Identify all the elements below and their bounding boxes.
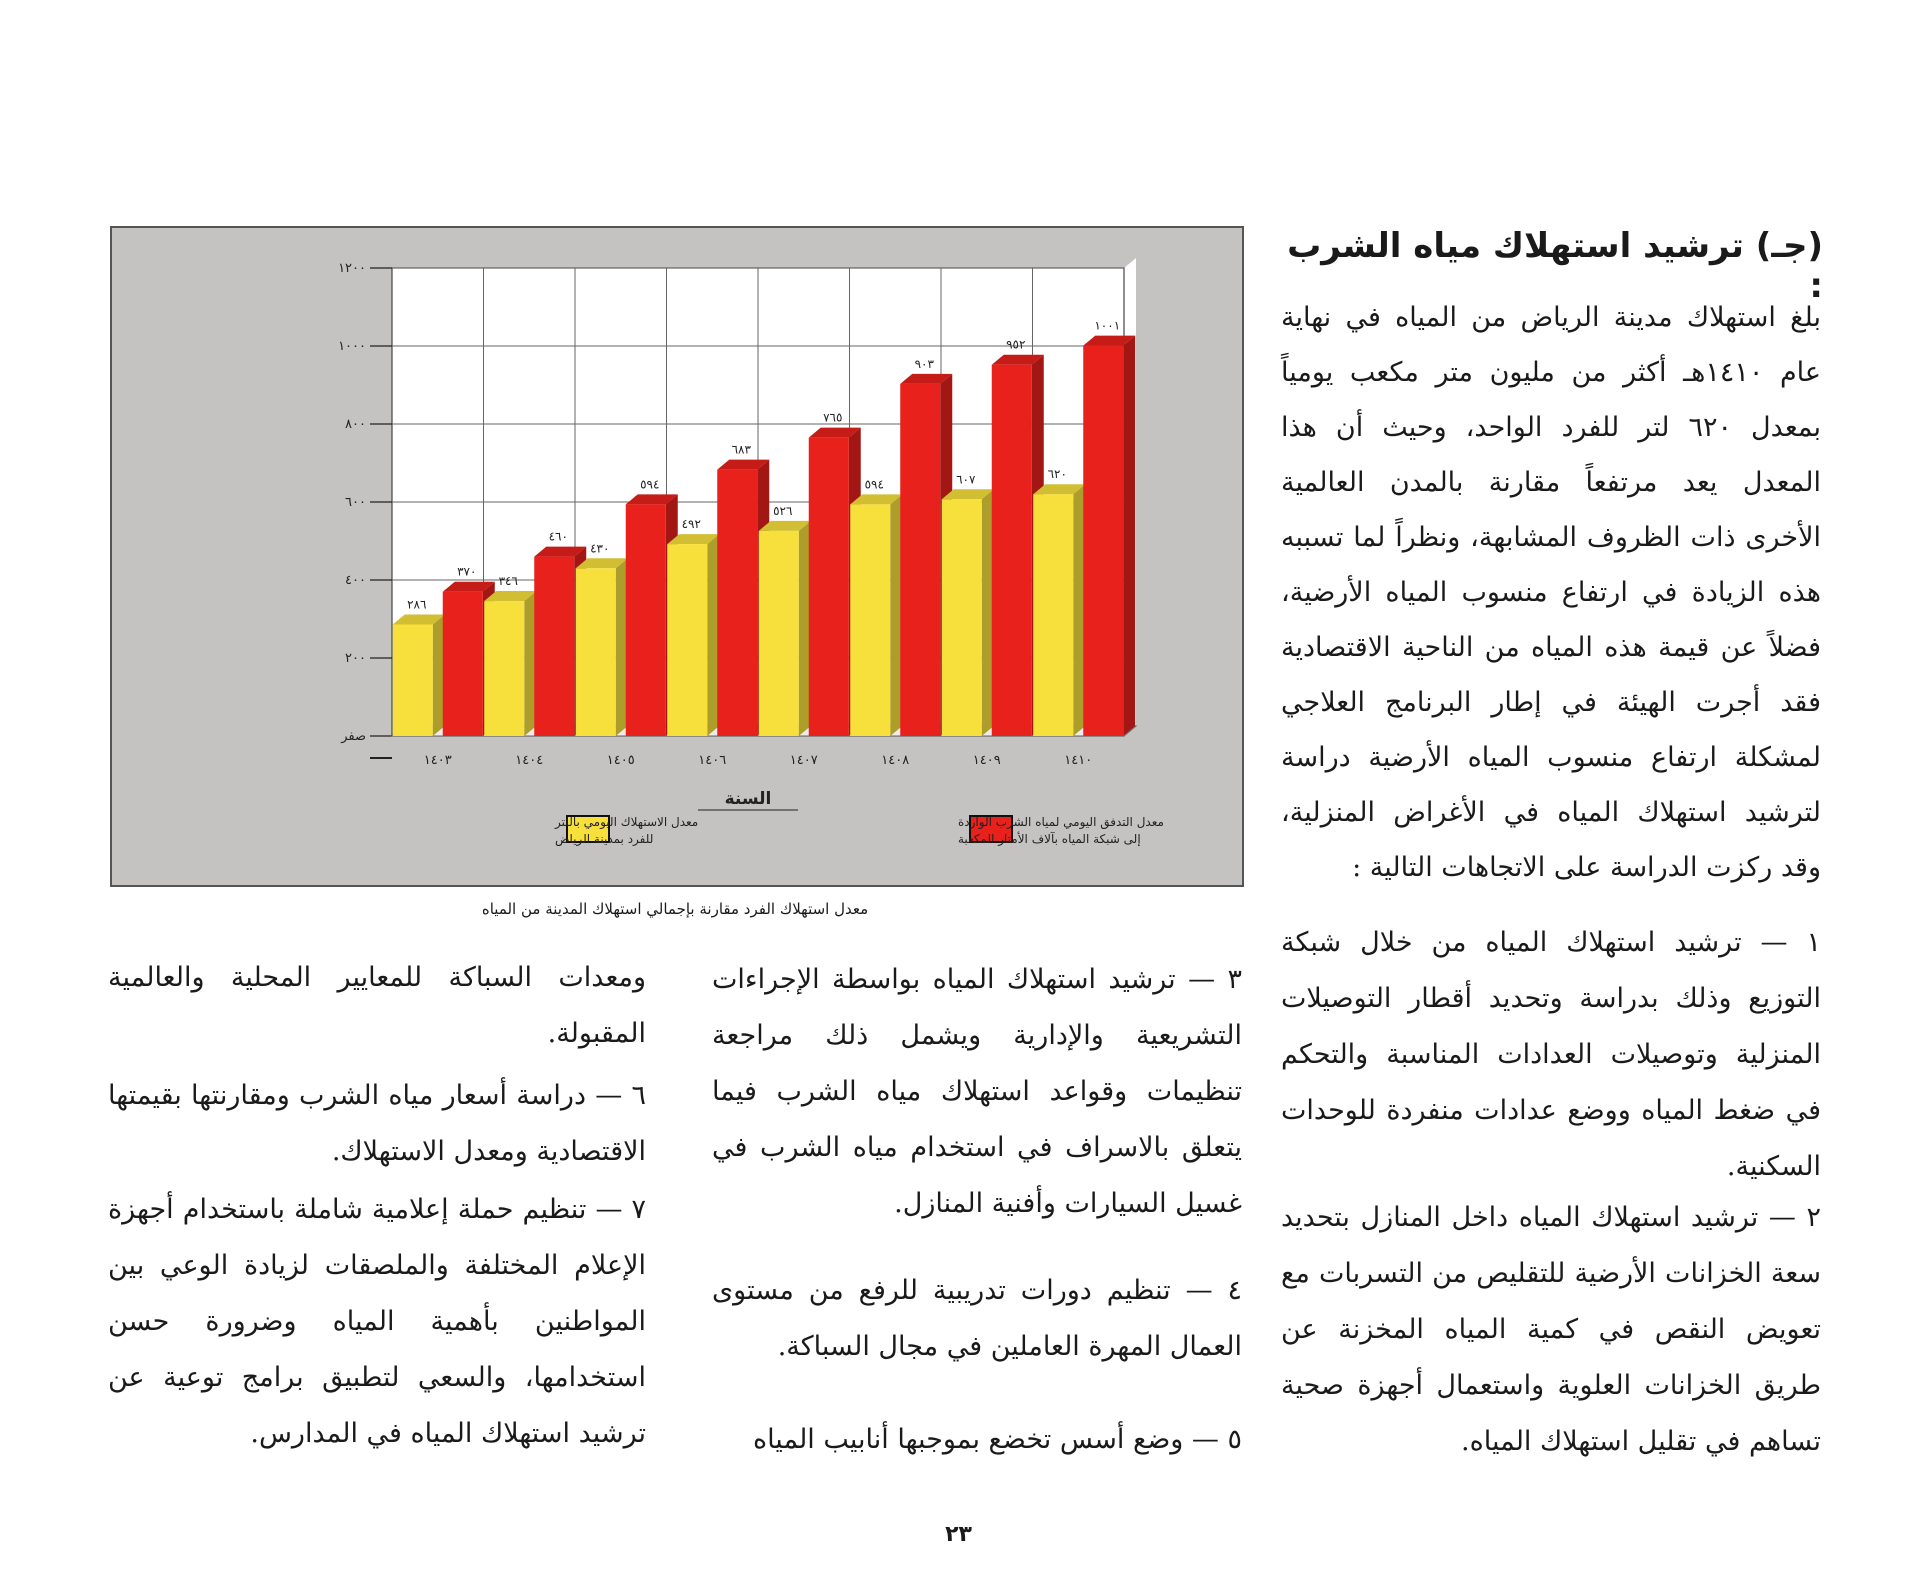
list-item-4	[712, 1263, 1242, 1375]
red-bar	[717, 470, 757, 736]
list-item-7	[108, 1182, 646, 1462]
red-bar-label: ٥٩٤	[640, 477, 660, 492]
yellow-bar	[850, 504, 890, 736]
yellow-bar	[1033, 494, 1073, 736]
red-bar-label: ٧٦٥	[823, 410, 843, 425]
yellow-bar	[576, 568, 616, 736]
red-bar-side	[1123, 336, 1135, 736]
yellow-bar-label: ٦٢٠	[1047, 467, 1067, 482]
x-tick-label: ١٤١٠	[1064, 753, 1093, 768]
list-item-5-continued	[108, 950, 646, 1062]
red-bar-label: ٤٦٠	[548, 529, 568, 544]
chart-caption: معدل استهلاك الفرد مقارنة بإجمالي استهلاك المدينة من المياه	[481, 900, 869, 918]
yellow-bar-label: ٥٩٤	[864, 477, 884, 492]
list-item-5-continued-text: ومعدات السباكة للمعايير المحلية والعالمية المقبولة.	[108, 962, 646, 1049]
yellow-bar	[484, 601, 524, 736]
red-bar-label: ٣٧٠	[457, 564, 477, 579]
red-bar-label: ١٠٠١	[1094, 318, 1121, 333]
list-item-5	[712, 1412, 1242, 1468]
yellow-bar-label: ٢٨٦	[407, 597, 427, 612]
list-item-6	[108, 1068, 646, 1180]
red-bar	[809, 438, 849, 736]
red-bar-label: ٩٠٣	[914, 356, 934, 371]
red-bar	[626, 504, 666, 736]
y-tick-label: صفر	[341, 729, 366, 744]
intro-paragraph: بلغ استهلاك مدينة الرياض من المياه في نهاية عام ١٤١٠هـ أكثر من مليون متر مكعب يومياً بمعدل ٦٢٠ لتر للفرد الواحد، وحيث أن هذا المعدل يعد مرتفعاً مقارنة بالمدن العالمية الأخرى ذات الظروف المشابهة، ونظراً لما تسببه هذه الزيادة في ارتفاع منسوب المياه الأرضية، فضلاً عن قيمة هذه المياه من الناحية الاقتصادية فقد أجرت الهيئة في إطار البرنامج العلاجي لمشكلة ارتفاع منسوب المياه الأرضية دراسة لترشيد استهلاك المياه في الأغراض المنزلية، وقد ركزت الدراسة على الاتجاهات التالية :	[1281, 302, 1821, 883]
page-number: ٢٣	[945, 1522, 972, 1547]
red-bar-label: ٩٥٢	[1006, 337, 1026, 352]
list-item-2	[1281, 1190, 1821, 1470]
list-item-1	[1281, 915, 1821, 1195]
list-item-1-text: ١ — ترشيد استهلاك المياه من خلال شبكة التوزيع وذلك بدراسة وتحديد أقطار التوصيلات المنزلية وتوصيلات العدادات المناسبة والتحكم في ضغط المياه ووضع عدادات منفردة للوحدات السكنية.	[1281, 927, 1821, 1182]
y-tick-label: ٨٠٠	[345, 417, 366, 432]
y-tick-label: ٤٠٠	[345, 573, 366, 588]
x-tick-label: ١٤٠٦	[698, 753, 727, 768]
x-tick-label: ١٤٠٧	[789, 753, 818, 768]
yellow-bar-label: ٤٣٠	[590, 541, 610, 556]
chart-panel	[110, 226, 1244, 887]
x-tick-label: ١٤٠٩	[972, 753, 1001, 768]
red-bar	[900, 384, 940, 736]
y-tick-label: ١٢٠٠	[338, 261, 366, 276]
section-heading: (جـ) ترشيد استهلاك مياه الشرب :	[1287, 226, 1823, 306]
list-item-4-text: ٤ — تنظيم دورات تدريبية للرفع من مستوى العمال المهرة العاملين في مجال السباكة.	[712, 1275, 1242, 1362]
y-tick-label: ٦٠٠	[345, 495, 366, 510]
yellow-bar	[942, 499, 982, 736]
legend-yellow-label: معدل الاستهلاك اليومي باللتر للفرد بمدينة الرياض	[555, 815, 699, 846]
bar-chart	[112, 228, 1242, 885]
x-axis-title: السنة	[724, 789, 772, 809]
legend-red-label: معدل التدفق اليومي لمياه الشرب الواردة إلى شبكة المياه بآلاف الأمتار المكعبة	[958, 815, 1164, 846]
y-tick-label: ٢٠٠	[345, 651, 366, 666]
y-tick-label: ١٠٠٠	[338, 339, 366, 354]
red-bar	[992, 365, 1032, 736]
x-tick-label: ١٤٠٥	[606, 753, 635, 768]
red-bar	[443, 592, 483, 736]
yellow-bar	[393, 624, 433, 736]
yellow-bar	[759, 531, 799, 736]
yellow-bar-label: ٤٩٢	[681, 517, 701, 532]
x-tick-label: ١٤٠٨	[881, 753, 910, 768]
yellow-bar-label: ٣٤٦	[498, 574, 518, 589]
list-item-3	[712, 952, 1242, 1232]
yellow-bar	[667, 544, 707, 736]
list-item-5-text: ٥ — وضع أسس تخضع بموجبها أنابيب المياه	[752, 1424, 1242, 1455]
list-item-2-text: ٢ — ترشيد استهلاك المياه داخل المنازل بتحديد سعة الخزانات الأرضية للتقليص من التسربات مع تعويض النقص في كمية المياه المخزنة عن طريق الخزانات العلوية واستعمال أجهزة صحية تساهم في تقليل استهلاك المياه.	[1281, 1202, 1821, 1457]
red-bar-label: ٦٨٣	[731, 442, 751, 457]
red-bar	[534, 557, 574, 736]
list-item-3-text: ٣ — ترشيد استهلاك المياه بواسطة الإجراءات التشريعية والإدارية ويشمل ذلك مراجعة تنظيمات وقواعد استهلاك مياه الشرب فيما يتعلق بالاسراف في استخدام مياه الشرب في غسيل السيارات وأفنية المنازل.	[712, 964, 1242, 1219]
red-bar	[1083, 346, 1123, 736]
x-tick-label: ١٤٠٤	[515, 753, 544, 768]
yellow-bar-label: ٦٠٧	[956, 472, 976, 487]
list-item-7-text: ٧ — تنظيم حملة إعلامية شاملة باستخدام أجهزة الإعلام المختلفة والملصقات لزيادة الوعي بين المواطنين بأهمية المياه وضرورة حسن استخدامها، والسعي لتطبيق برامج توعية عن ترشيد استهلاك المياه في المدارس.	[108, 1194, 646, 1449]
yellow-bar-label: ٥٢٦	[773, 503, 793, 518]
x-tick-label: ١٤٠٣	[423, 753, 452, 768]
list-item-6-text: ٦ — دراسة أسعار مياه الشرب ومقارنتها بقيمتها الاقتصادية ومعدل الاستهلاك.	[108, 1080, 646, 1167]
